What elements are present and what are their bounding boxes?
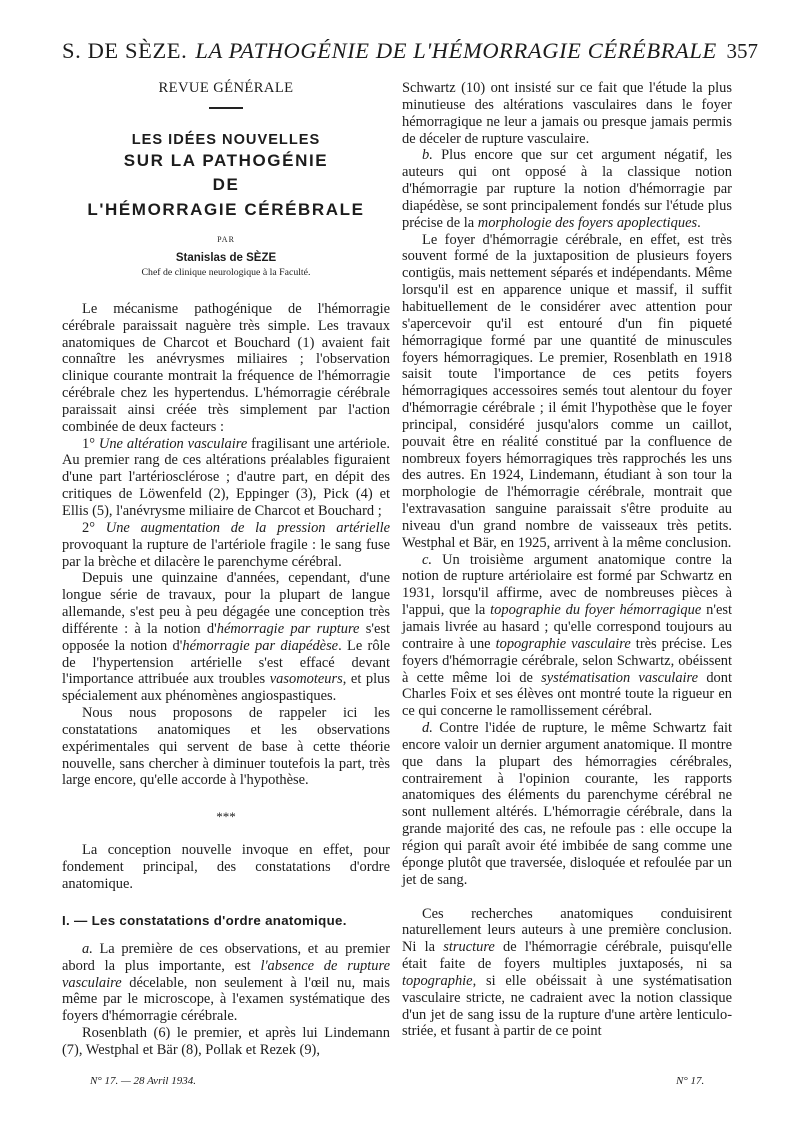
text-run: très précise. Les foyers d'hémorragie cérébrale, selon Schwartz, obéissent à cette même loi de bbox=[402, 635, 733, 686]
paragraph-d bbox=[402, 720, 732, 888]
paragraph-c bbox=[402, 552, 732, 720]
emphasis-run: topographie du foyer hémorragique bbox=[490, 602, 702, 619]
text-run: n'est jamais livrée au hasard ; qu'elle correspond toujours au contraire à une bbox=[402, 602, 732, 652]
text-run: décelable, non seulement à l'œil nu, mais même par le microscope, à l'examen systématique des foyers d'hémorragie cérébrale. bbox=[62, 974, 390, 1025]
title-line-1: LES IDÉES NOUVELLES bbox=[131, 131, 321, 148]
running-header bbox=[62, 38, 758, 74]
text-run: Ces recherches anatomiques conduisirent naturellement leurs auteurs à une première conclusion. Ni la bbox=[402, 905, 732, 956]
title-line-2: SUR LA PATHOGÉNIE bbox=[123, 150, 329, 170]
factor-1-number: 1° bbox=[82, 435, 99, 452]
title-rule bbox=[209, 107, 243, 109]
paragraph-new-conception bbox=[62, 570, 390, 705]
text-run: Contre l'idée de rupture, le même Schwartz fait encore valoir un dernier argument anatomique. Il montre que dans la plupart des hémorragies cérébrales, contrairement à l'opinion courante, les rapports anatomiques des éléments du parenchyme cérébral ne sont nullement altérés. L'hémorragie cérébrale, dans la grande majorité des cas, ne refoule pas : elle occupe la région qui paraît avoir été imbibée de sang comme une éponge plutôt que traversée, disloquée et refoulée par un jet de sang. bbox=[402, 720, 733, 888]
rubric: REVUE GÉNÉRALE bbox=[158, 80, 294, 96]
text-run: de l'hémorragie cérébrale, puisqu'elle était faite de foyers multiples juxtaposés, ni sa bbox=[402, 939, 732, 973]
text-run: , si elle obéissait à une systématisation vasculaire stricte, ne cadraient avec la notion classique d'un jet de sang issu de la rupture d'une artère lenticulo-striée, et fusant à partir de ce point bbox=[402, 972, 732, 1040]
factor-2-emphasis: Une augmentation de la pression artérielle bbox=[105, 519, 390, 536]
emphasis-run: hémorragie par diapédèse bbox=[182, 637, 339, 654]
text-run: . Le rôle de l'hypertension artérielle s'est effacé devant l'importance attribuée aux troubles bbox=[62, 637, 390, 688]
right-column bbox=[402, 80, 732, 1040]
factor-1-emphasis: Une altération vasculaire bbox=[98, 435, 248, 452]
paragraph-continued: Schwartz (10) ont insisté sur ce fait que l'étude la plus minutieuse des altérations vasculaires dans le foyer hémorragique ne leur a jamais ou presque jamais permis de déceler de rupture vasculaire. bbox=[402, 80, 732, 147]
emphasis-run: systématisation vasculaire bbox=[541, 669, 699, 686]
paragraph-gap bbox=[402, 889, 732, 906]
paragraph-intro: Le mécanisme pathogénique de l'hémorragie cérébrale paraissait naguère très simple. Les travaux anatomiques de Charcot et Bouchard (1) avaient fait connaître les anévrysmes miliaires ; l'observation clinique courante montrait la fréquence de l'hémorragie cérébrale chez les hypertendus. L'hémorragie cérébrale paraissait ainsi créée très simplement par l'action combinée de deux facteurs : bbox=[62, 300, 390, 435]
header-title: LA PATHOGÉNIE DE L'HÉMORRAGIE CÉRÉBRALE bbox=[195, 38, 717, 63]
page-number: 357 bbox=[726, 39, 758, 63]
text-run: Plus encore que sur cet argument négatif, les auteurs qui ont opposé à la classique notion d'hémorragie par rupture la notion d'hémorragie par diapédèse, se sont principalement fondés sur l'étude plus précise de la bbox=[402, 147, 732, 231]
paragraph-foyer: Le foyer d'hémorragie cérébrale, en effet, est très souvent formé de la juxtaposition de plusieurs foyers contigüs, mais nettement séparés et indépendants. Même lorsqu'il est en apparence unique et massif, il suffit habituellement de le considérer avec attention pour s'apercevoir qu'il est entouré d'un fin piqueté hémorragique formé par une quantité de minuscules foyers hémorragiques. Le premier, Rosenblath en 1918 saisit toute l'importance de ces petits foyers hémorragiques accessoires semés tout alentour du foyer d'hémorragie cérébrale ; il émit l'hypothèse que le foyer principal, considéré jusqu'alors comme un caillot, pouvait être en réalité constitué par la confluence de nombreux foyers hémorragiques très rapprochés les uns des autres. En 1924, Lindemann, étudiant à son tour la morphologie de l'hémorragie cérébrale, montrait que l'extravasation sanguine paraissait s'être produite au niveau d'un grand nombre de vaisseaux très petits. Westphal et Bär, en 1925, arrivent à la même conclusion. bbox=[402, 231, 732, 551]
emphasis-run: morphologie des foyers apoplectiques bbox=[477, 214, 698, 231]
title-line-3: DE bbox=[212, 174, 240, 194]
section-asterism: *** bbox=[216, 809, 236, 825]
byline-par: PAR bbox=[217, 234, 235, 244]
factor-1-text: fragilisant une artériole. Au premier rang de ces altérations préalables figuraient d'une part l'artériosclérose ; d'autre part, en dépit des critiques de Löwenfeld (2), Eppinger (3), Pick (4) et Ellis (5), l'anévrysme miliaire de Charcot et Bouchard ; bbox=[62, 435, 390, 519]
paragraph-foundation: La conception nouvelle invoque en effet, pour fondement principal, des constatations d'ordre anatomique. bbox=[62, 842, 390, 892]
text-run: . bbox=[697, 214, 701, 231]
item-letter: c. bbox=[422, 551, 443, 568]
factor-2-number: 2° bbox=[82, 519, 106, 536]
item-letter: a. bbox=[82, 940, 100, 957]
header-author: S. DE SÈZE. bbox=[62, 38, 188, 63]
title-line-4: L'HÉMORRAGIE CÉRÉBRALE bbox=[87, 199, 365, 219]
author-name: Stanislas de SÈZE bbox=[175, 251, 277, 264]
factor-2-text: provoquant la rupture de l'artériole fragile : le sang fuse par la brèche et dilacère le parenchyme cérébral. bbox=[62, 536, 390, 570]
paragraph-purpose: Nous nous proposons de rappeler ici les constatations anatomiques et les observations expérimentales qui servent de base à cette théorie nouvelle, sans chercher à diminuer toutefois la part, très large encore, qu'elle accorde à l'hypothèse. bbox=[62, 705, 390, 789]
emphasis-run: l'absence de rupture vasculaire bbox=[62, 957, 390, 991]
author-affiliation: Chef de clinique neurologique à la Faculté. bbox=[141, 266, 311, 278]
footer-issue-number: N° 17. bbox=[676, 1075, 705, 1087]
paragraph-conclusion bbox=[402, 906, 732, 1041]
section-heading: I. — Les constatations d'ordre anatomique. bbox=[62, 912, 347, 928]
text-run: s'est opposée la notion d' bbox=[62, 620, 390, 654]
text-run: La première de ces observations, et au premier abord la plus importante, est bbox=[62, 940, 390, 974]
emphasis-run: topographie vasculaire bbox=[495, 635, 631, 652]
left-column bbox=[62, 80, 390, 1059]
text-run: Depuis une quinzaine d'années, cependant, d'une longue série de travaux, pour la plupart de langue allemande, s'est peu à peu dégagée une conception très différente : à la notion d' bbox=[62, 570, 390, 637]
text-run: , et plus spécialement aux phénomènes angiospastiques. bbox=[62, 671, 390, 705]
emphasis-run: vasomoteurs bbox=[269, 671, 343, 688]
text-run: Un troisième argument anatomique contre la notion de rupture artériolaire est formé par Schwartz en 1931, lorsqu'il affirme, avec de nombreuses pièces à l'appui, que la bbox=[402, 551, 732, 619]
emphasis-run: hémorragie par rupture bbox=[216, 620, 360, 637]
paragraph-factor-2 bbox=[62, 520, 390, 571]
paragraph-rosenblath: Rosenblath (6) le premier, et après lui Lindemann (7), Westphal et Bär (8), Pollak et Rezek (9), bbox=[62, 1025, 390, 1058]
text-run: dont Charles Foix et ses élèves ont montré toute la rigueur en ce qui concerne le ramollissement cérébral. bbox=[402, 669, 732, 720]
emphasis-run: topographie bbox=[402, 972, 473, 989]
paragraph-a bbox=[62, 941, 390, 1025]
item-letter: d. bbox=[422, 720, 440, 737]
paragraph-b bbox=[402, 147, 732, 231]
emphasis-run: structure bbox=[443, 939, 495, 956]
paragraph-factor-1 bbox=[62, 436, 390, 520]
footer-issue-date: N° 17. — 28 Avril 1934. bbox=[90, 1075, 196, 1087]
item-letter: b. bbox=[422, 147, 442, 164]
